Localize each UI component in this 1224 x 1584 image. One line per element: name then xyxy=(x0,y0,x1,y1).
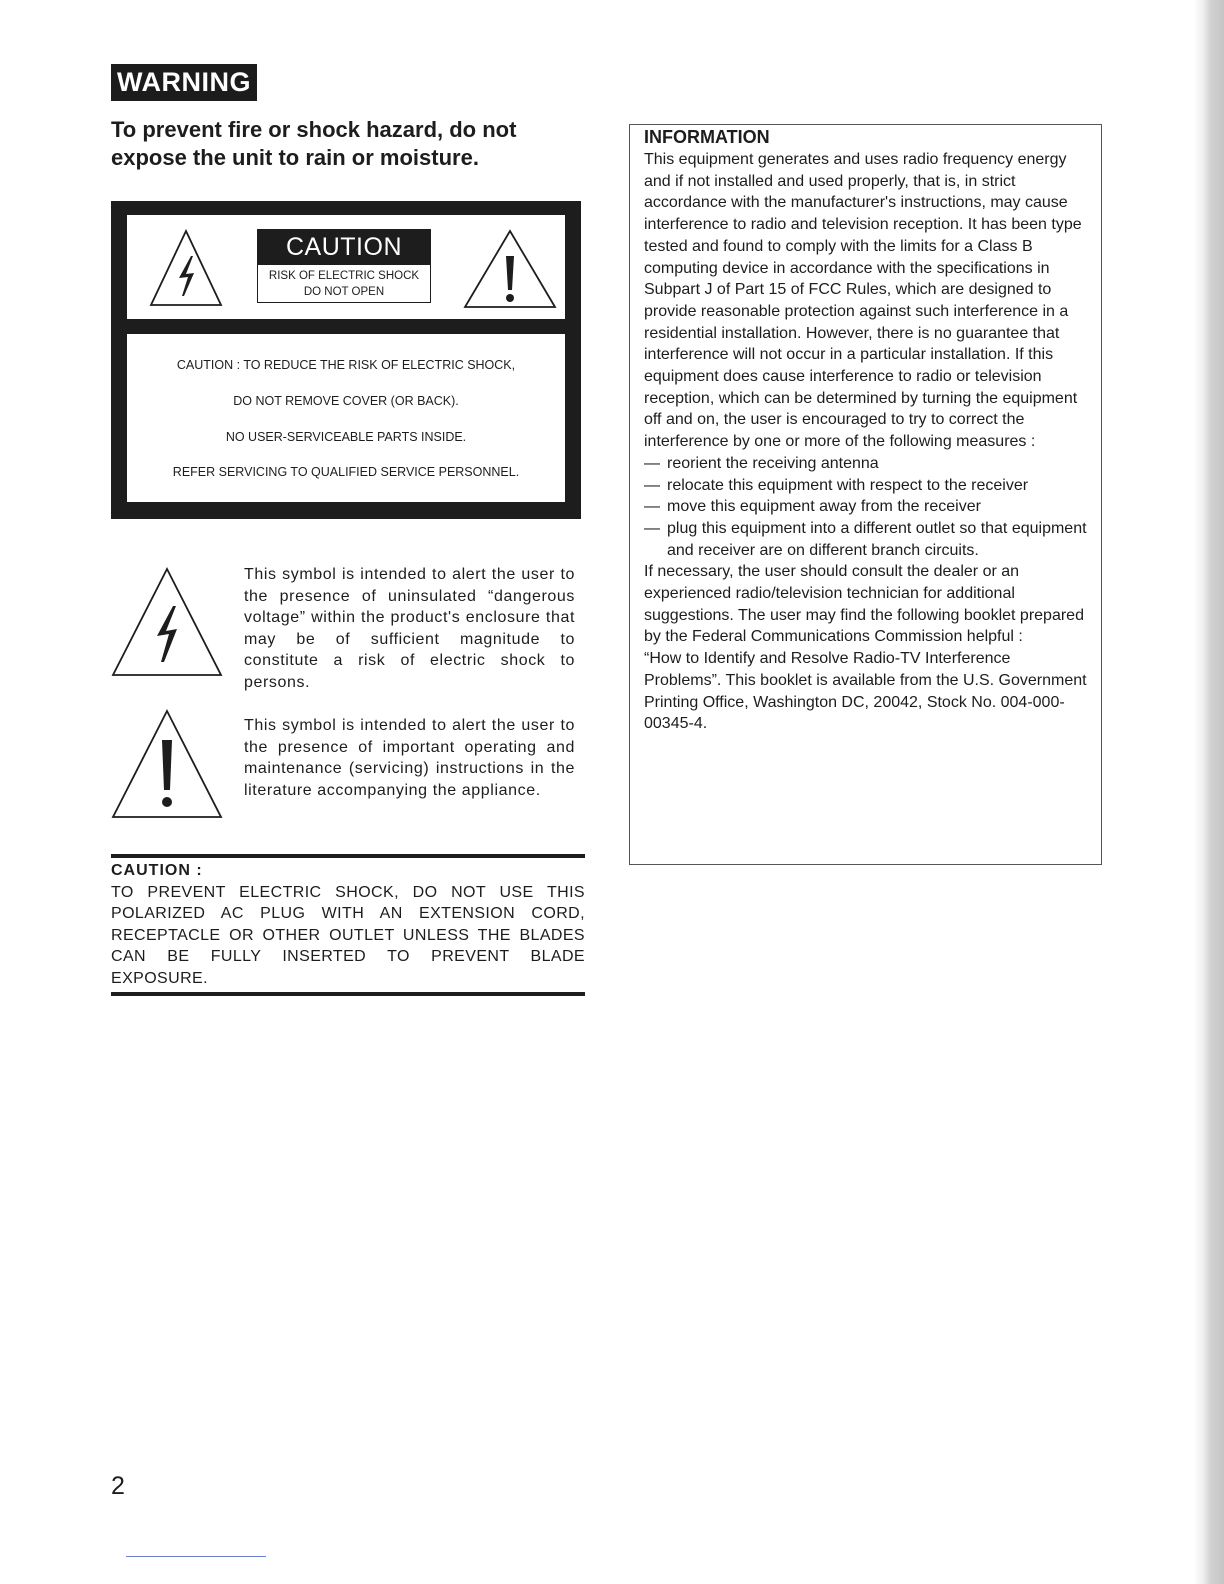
lightning-symbol-icon xyxy=(111,566,223,678)
information-paragraph: “How to Identify and Resolve Radio-TV Interference Problems”. This booklet is available from the U.S. Government Printing Office, Washington DC, 20042, Stock No. 004-000-00345-4. xyxy=(644,650,1087,733)
warning-label: WARNING xyxy=(111,64,257,101)
footer-underline xyxy=(126,1556,266,1557)
plug-caution-label: CAUTION : xyxy=(111,862,203,879)
exclamation-triangle-icon xyxy=(463,228,557,310)
dash-bullet: — xyxy=(644,519,660,537)
divider xyxy=(111,854,585,858)
page-number: 2 xyxy=(111,1472,125,1500)
caution-label-body xyxy=(257,265,431,303)
caution-line: CAUTION : TO REDUCE THE RISK OF ELECTRIC SHOCK, xyxy=(176,358,516,372)
list-item xyxy=(644,496,1089,518)
caution-box-header xyxy=(127,215,565,319)
caution-box-body xyxy=(127,334,565,502)
divider xyxy=(111,992,585,996)
caution-line: DO NOT REMOVE COVER (OR BACK). xyxy=(233,394,459,408)
information-paragraph: This equipment generates and uses radio frequency energy and if not installed and used properly, that is, in strict accordance with the manufacturer's instructions, may cause interference to radio and television reception. It has been type tested and found to comply with the limits for a Class B computing device in accordance with the specifications in Subpart J of Part 15 of FCC Rules, which are designed to provide reasonable protection against such interference in a residential installation. However, there is no guarantee that interference will not occur in a particular installation. If this equipment does cause interference to radio or television reception, which can be determined by turning the equipment off and on, the user is encouraged to try to correct the interference by one or more of the following measures : xyxy=(644,151,1082,451)
measure-text: relocate this equipment with respect to the receiver xyxy=(667,476,1029,494)
page-headline: To prevent fire or shock hazard, do not expose the unit to rain or moisture. xyxy=(111,117,517,170)
list-item xyxy=(644,453,1089,475)
caution-line: REFER SERVICING TO QUALIFIED SERVICE PERSONNEL. xyxy=(172,465,520,479)
information-title: INFORMATION xyxy=(644,127,770,147)
measure-text: reorient the receiving antenna xyxy=(667,454,879,472)
caution-line: NO USER-SERVICEABLE PARTS INSIDE. xyxy=(225,430,467,444)
caution-label xyxy=(257,229,431,305)
plug-caution xyxy=(111,860,585,990)
plug-caution-text: TO PREVENT ELECTRIC SHOCK, DO NOT USE THIS POLARIZED AC PLUG WITH AN EXTENSION CORD, RECEPTACLE OR OTHER OUTLET UNLESS THE BLADES CAN BE FULLY INSERTED TO PREVENT BLADE EXPOSURE. xyxy=(111,883,585,987)
list-item xyxy=(644,518,1089,561)
exclamation-symbol-icon xyxy=(111,708,223,820)
information-box xyxy=(629,124,1102,865)
caution-label-line: DO NOT OPEN xyxy=(303,286,385,298)
measure-text: move this equipment away from the receiver xyxy=(667,498,981,516)
dash-bullet: — xyxy=(644,454,660,472)
list-item xyxy=(644,475,1089,497)
caution-box xyxy=(111,201,581,519)
dash-bullet: — xyxy=(644,476,660,494)
measure-text: plug this equipment into a different outlet so that equipment and receiver are on different branch circuits. xyxy=(667,519,1087,559)
caution-label-title: CAUTION xyxy=(257,229,431,265)
lightning-triangle-icon xyxy=(149,228,223,308)
information-paragraph: If necessary, the user should consult the dealer or an experienced radio/television technician for additional suggestions. The user may find the following booklet prepared by the Federal Communications Commission helpful : xyxy=(644,563,1084,646)
caution-label-line: RISK OF ELECTRIC SHOCK xyxy=(268,270,420,282)
exclamation-symbol-description: This symbol is intended to alert the user to the presence of important operating and maintenance (servicing) instructions in the literature accompanying the appliance. xyxy=(244,717,575,799)
lightning-symbol-description: This symbol is intended to alert the user to the presence of uninsulated “dangerous voltage” within the product's enclosure that may be of sufficient magnitude to constitute a risk of electric shock to persons. xyxy=(244,566,575,691)
scan-edge-shadow xyxy=(1194,0,1224,1584)
dash-bullet: — xyxy=(644,498,660,516)
